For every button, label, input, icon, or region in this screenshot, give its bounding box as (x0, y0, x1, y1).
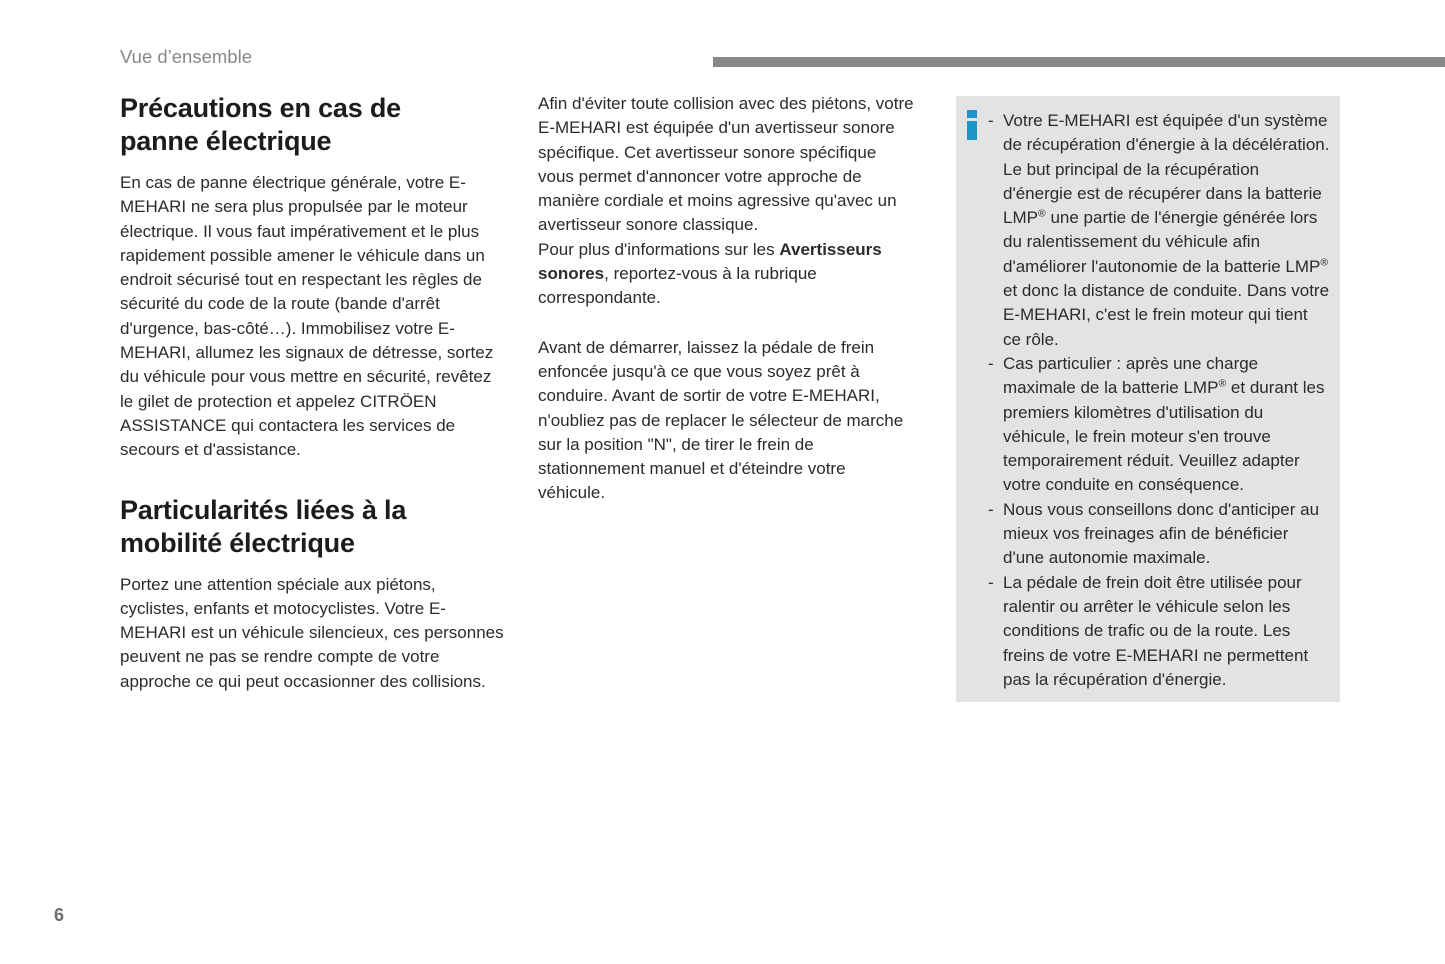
info-item-brake-pedal-use: - La pédale de frein doit être utilisée pour ralentir ou arrêter le véhicule selon les conditions de trafic ou de la route. Les freins de votre E-MEHARI ne permettent pas la récupération d'énergie. (988, 571, 1330, 692)
electric-mobility-paragraph: Portez une attention spéciale aux piétons, cyclistes, enfants et motocyclistes. Votre E-MEHARI est un véhicule silencieux, ces personnes peuvent ne pas se rendre compte de votre approche ce qui peut occasionner des collisions. (120, 574, 504, 691)
section-heading-electric-mobility: Particularités liées à la mobilité électrique (120, 494, 407, 558)
horn-reference-line (538, 238, 914, 311)
middle-column (538, 92, 914, 506)
info-icon-stem (967, 121, 977, 140)
left-column (120, 92, 508, 694)
info-list (988, 109, 1330, 692)
section-heading-electrical-failure: Précautions en cas de panne électrique (120, 93, 401, 156)
info-icon-dot (967, 110, 977, 118)
chapter-bar (713, 57, 1445, 67)
info-item-anticipate-braking: - Nous vous conseillons donc d'anticiper au mieux vos freinages afin de bénéficier d'une autonomie maximale. (988, 498, 1330, 571)
info-icon (967, 110, 977, 140)
horn-ref-bold: Avertisseurs sonores (538, 239, 882, 284)
page-number: 6 (54, 905, 65, 925)
info-item-energy-recovery: - Votre E-MEHARI est équipée d'un système de récupération d'énergie à la décélération. Le but principal de la récupération d'énergie est de récupérer dans la batterie LMP® une partie de l'énergie générée lors du ralentissement du véhicule afin d'améliorer l'autonomie de la batterie LMP® et donc la distance de conduite. Dans votre E-MEHARI, c'est le frein moteur qui tient ce rôle. (988, 109, 1330, 352)
horn-paragraph: Afin d'éviter toute collision avec des piétons, votre E-MEHARI est équipée d'un avertisseur sonore spécifique. Cet avertisseur sonore spécifique vous permet d'annoncer votre approche de manière cordiale et moins agressive qu'avec un avertisseur sonore classique. (538, 94, 914, 235)
chapter-label: Vue d’ensemble (120, 46, 252, 67)
electrical-failure-paragraph: En cas de panne électrique générale, votre E-MEHARI ne sera plus propulsée par le moteur électrique. Il vous faut impérativement et le plus rapidement possible amener le véhicule dans un endroit sécurisé tout en respectant les règles de sécurité du code de la route (bande d'arrêt d'urgence, bas-côté…). Immobilisez votre E-MEHARI, allumez les signaux de détresse, sortez du véhicule pour vous mettre en sécurité, revêtez le gilet de protection et appelez CITRÖEN ASSISTANCE qui contactera les services de secours et d'assistance. (120, 173, 494, 460)
horn-ref-suffix: , reportez-vous à la rubrique correspondante. (538, 264, 817, 308)
info-item-full-charge-case: - Cas particulier : après une charge maximale de la batterie LMP® et durant les premiers kilomètres d'utilisation du véhicule, le frein moteur s'en trouve temporairement réduit. Veuillez adapter votre conduite en conséquence. (988, 352, 1330, 498)
start-procedure-paragraph: Avant de démarrer, laissez la pédale de frein enfoncée jusqu'à ce que vous soyez prêt à conduire. Avant de sortir de votre E-MEHARI, n'oubliez pas de replacer le sélecteur de marche sur la position "N", de tirer le frein de stationnement manuel et d'éteindre votre véhicule. (538, 337, 904, 503)
horn-ref-prefix: Pour plus d'informations sur les (538, 239, 780, 259)
info-box (956, 96, 1340, 702)
